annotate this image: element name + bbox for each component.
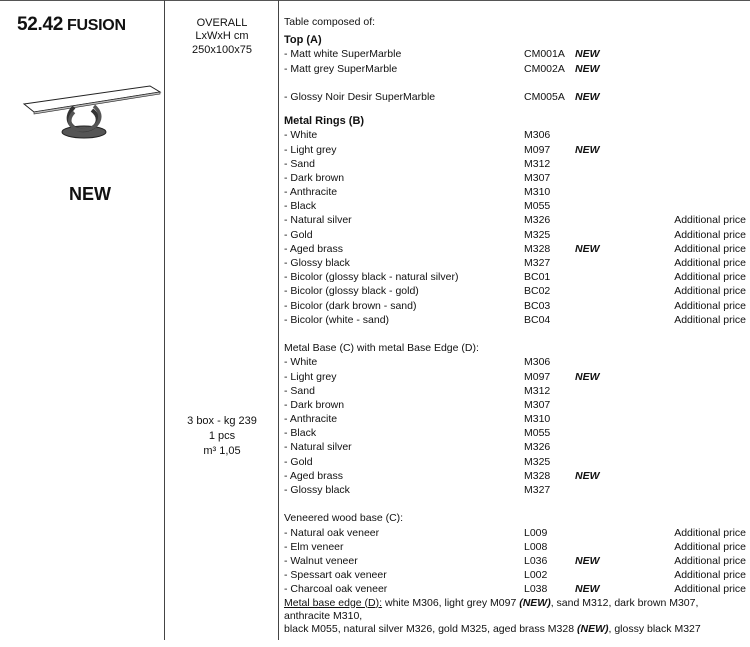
- item-label: - Spessart oak veneer: [284, 569, 387, 582]
- item-label: - Elm veneer: [284, 540, 344, 553]
- item-label: - Walnut veneer: [284, 554, 358, 567]
- item-label: - Bicolor (glossy black - natural silver): [284, 271, 459, 284]
- item-code: L002: [524, 569, 548, 582]
- item-code: CM002A: [524, 62, 565, 75]
- item-label: - Anthracite: [284, 186, 338, 199]
- item-code: M306: [524, 129, 551, 142]
- list-item: [284, 313, 746, 327]
- list-item: [284, 540, 746, 554]
- item-label: - Natural silver: [284, 214, 352, 227]
- list-item: [284, 242, 746, 256]
- intro-text: Table composed of:: [284, 16, 376, 28]
- top-border: [0, 0, 750, 1]
- packing-boxes: 3 box - kg 239: [187, 415, 257, 427]
- item-label: - Light grey: [284, 370, 337, 383]
- list-item: [284, 128, 746, 142]
- item-label: - Natural oak veneer: [284, 526, 380, 539]
- item-label: - Bicolor (glossy black - gold): [284, 285, 419, 298]
- item-code: CM001A: [524, 48, 565, 61]
- list-item: [284, 62, 746, 76]
- product-name: FUSION: [67, 17, 126, 34]
- item-label: - Gold: [284, 455, 313, 468]
- item-price: Additional price: [674, 554, 746, 567]
- item-code: M310: [524, 413, 551, 426]
- item-code: M312: [524, 384, 551, 397]
- item-code: M327: [524, 257, 551, 269]
- veneer-section-title: Veneered wood base (C):: [284, 512, 404, 525]
- new-badge: NEW: [69, 184, 111, 204]
- item-label: - Bicolor (white - sand): [284, 313, 390, 326]
- item-code: M327: [524, 484, 551, 496]
- list-item: [284, 355, 746, 369]
- item-code: M055: [524, 427, 551, 440]
- item-code: BC01: [524, 271, 551, 284]
- item-code: M055: [524, 200, 551, 213]
- dimensions-size: 250x100x75: [192, 44, 252, 56]
- base-section-title: Metal Base (C) with metal Base Edge (D):: [284, 342, 479, 355]
- item-price: Additional price: [674, 242, 746, 255]
- item-label: - Black: [284, 200, 317, 213]
- item-label: - Matt white SuperMarble: [284, 48, 402, 61]
- item-price: Additional price: [674, 257, 746, 269]
- item-label: - Dark brown: [284, 398, 345, 411]
- veneer-list: [284, 526, 746, 597]
- item-label: - Natural silver: [284, 441, 352, 454]
- item-code: M097: [524, 370, 551, 383]
- item-label: - Bicolor (dark brown - sand): [284, 299, 417, 312]
- item-label: - Glossy black: [284, 484, 350, 496]
- list-item: [284, 185, 746, 199]
- item-price: Additional price: [674, 583, 746, 596]
- list-item: [284, 398, 746, 412]
- list-item: [284, 554, 746, 568]
- list-item: [284, 568, 746, 582]
- rings-list: [284, 128, 746, 327]
- item-code: M306: [524, 356, 551, 369]
- item-code: M310: [524, 186, 551, 199]
- item-code: M097: [524, 143, 551, 156]
- item-code: L038: [524, 583, 548, 596]
- list-item: [284, 47, 746, 61]
- item-label: - Matt grey SuperMarble: [284, 62, 398, 75]
- item-code: M312: [524, 157, 551, 170]
- base-list: [284, 355, 746, 497]
- list-item: [284, 171, 746, 185]
- item-code: M307: [524, 171, 551, 184]
- list-item: [284, 256, 746, 270]
- product-code: 52.42: [17, 14, 64, 35]
- list-item: [284, 199, 746, 213]
- item-price: Additional price: [674, 526, 746, 539]
- item-price: Additional price: [674, 285, 746, 298]
- item-new-tag: NEW: [575, 143, 600, 156]
- list-item: [284, 299, 746, 313]
- base-edge-note: Metal base edge (D): white M306, light grey M097 (NEW), sand M312, dark brown M307, anthracite M310, black M055, natural silver M326, gold M325, aged brass M328 (NEW), glossy black M327: [284, 596, 701, 635]
- rings-section-title: Metal Rings (B): [284, 115, 365, 128]
- item-label: - Aged brass: [284, 242, 343, 255]
- item-new-tag: NEW: [575, 48, 600, 61]
- item-new-tag: NEW: [575, 583, 600, 596]
- list-item: [284, 270, 746, 284]
- item-label: - Sand: [284, 384, 315, 397]
- product-title: [17, 14, 126, 36]
- item-price: Additional price: [674, 313, 746, 326]
- list-item: [284, 157, 746, 171]
- list-item: [284, 455, 746, 469]
- item-code: M328: [524, 469, 551, 482]
- dimensions-overall: OVERALL: [196, 17, 248, 29]
- list-item: [284, 526, 746, 540]
- list-item: [284, 469, 746, 483]
- item-code: M325: [524, 455, 551, 468]
- list-item: [284, 440, 746, 454]
- item-label: - Aged brass: [284, 469, 343, 482]
- item-label: - White: [284, 356, 318, 369]
- item-label: - Gold: [284, 228, 313, 241]
- list-item: [284, 90, 746, 104]
- table-illustration: [22, 74, 162, 144]
- item-label: - Glossy Noir Desir SuperMarble: [284, 90, 436, 103]
- dimensions-unit: LxWxH cm: [195, 30, 249, 42]
- packing-pcs: 1 pcs: [208, 430, 236, 442]
- column-divider-2: [278, 0, 279, 640]
- composition-column: [284, 15, 746, 636]
- item-code: M326: [524, 441, 551, 454]
- top-list: [284, 47, 746, 104]
- column-divider-1: [164, 0, 165, 640]
- packing-volume: m³ 1,05: [203, 445, 241, 457]
- item-price: Additional price: [674, 228, 746, 241]
- item-new-tag: NEW: [575, 554, 600, 567]
- item-code: M328: [524, 242, 551, 255]
- item-code: M325: [524, 228, 551, 241]
- list-item: [284, 228, 746, 242]
- list-item: [284, 213, 746, 227]
- item-price: Additional price: [674, 299, 746, 312]
- item-code: M307: [524, 398, 551, 411]
- item-price: Additional price: [674, 214, 746, 227]
- list-item: [284, 384, 746, 398]
- item-label: - White: [284, 129, 318, 142]
- item-new-tag: NEW: [575, 90, 600, 103]
- list-item: [284, 370, 746, 384]
- list-item: [284, 483, 746, 497]
- item-code: L009: [524, 526, 548, 539]
- list-item: [284, 426, 746, 440]
- item-code: L036: [524, 554, 548, 567]
- item-label: - Sand: [284, 157, 315, 170]
- item-code: BC03: [524, 299, 551, 312]
- item-new-tag: NEW: [575, 469, 600, 482]
- item-new-tag: NEW: [575, 242, 600, 255]
- list-item: [284, 284, 746, 298]
- item-price: Additional price: [674, 569, 746, 582]
- list-item: [284, 412, 746, 426]
- item-code: BC04: [524, 313, 551, 326]
- item-label: - Light grey: [284, 143, 337, 156]
- item-label: - Charcoal oak veneer: [284, 583, 388, 596]
- item-new-tag: NEW: [575, 370, 600, 383]
- item-price: Additional price: [674, 540, 746, 553]
- list-item: [284, 582, 746, 596]
- item-price: Additional price: [674, 271, 746, 284]
- item-label: - Black: [284, 427, 317, 440]
- item-label: - Anthracite: [284, 413, 338, 426]
- item-code: L008: [524, 540, 548, 553]
- item-code: BC02: [524, 285, 551, 298]
- item-label: - Dark brown: [284, 171, 345, 184]
- item-new-tag: NEW: [575, 62, 600, 75]
- item-code: CM005A: [524, 90, 565, 103]
- list-item: [284, 143, 746, 157]
- item-label: - Glossy black: [284, 257, 350, 269]
- item-code: M326: [524, 214, 551, 227]
- top-section-title: Top (A): [284, 34, 322, 47]
